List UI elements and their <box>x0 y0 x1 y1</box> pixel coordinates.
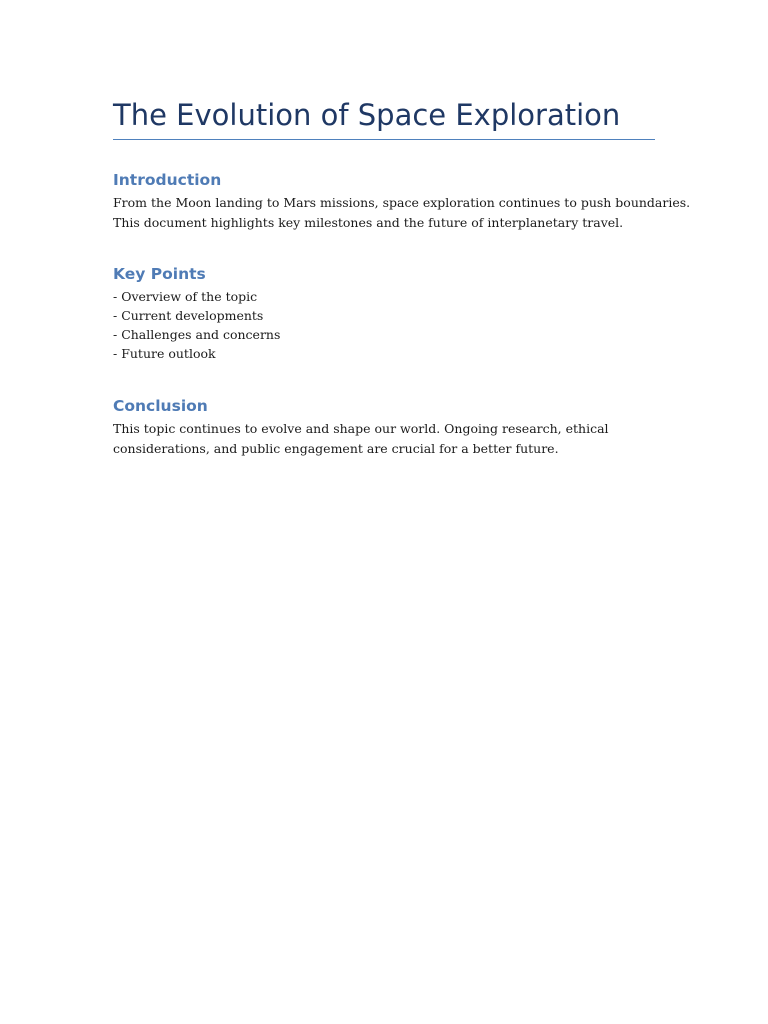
introduction-line: This document highlights key milestones and the future of interplanetary travel. <box>113 214 624 230</box>
document-title: The Evolution of Space Exploration <box>113 96 655 140</box>
list-item: - Overview of the topic <box>113 289 258 304</box>
list-item: - Future outlook <box>113 346 216 361</box>
introduction-line: From the Moon landing to Mars missions, space exploration continues to push boundaries. <box>113 195 691 210</box>
section-key-points <box>113 264 655 363</box>
section-heading-conclusion: Conclusion <box>113 397 208 415</box>
conclusion-line: considerations, and public engagement are crucial for a better future. <box>113 440 559 456</box>
section-heading-key-points: Key Points <box>113 265 206 283</box>
list-item: - Challenges and concerns <box>113 327 281 342</box>
conclusion-line: This topic continues to evolve and shape our world. Ongoing research, ethical <box>113 421 609 436</box>
list-item: - Current developments <box>113 308 264 323</box>
conclusion-paragraph <box>113 419 655 458</box>
document-body <box>113 96 691 458</box>
section-conclusion <box>113 396 655 458</box>
key-points-list <box>113 287 655 363</box>
section-introduction <box>113 170 691 232</box>
section-heading-introduction: Introduction <box>113 171 222 189</box>
introduction-paragraph <box>113 193 691 232</box>
